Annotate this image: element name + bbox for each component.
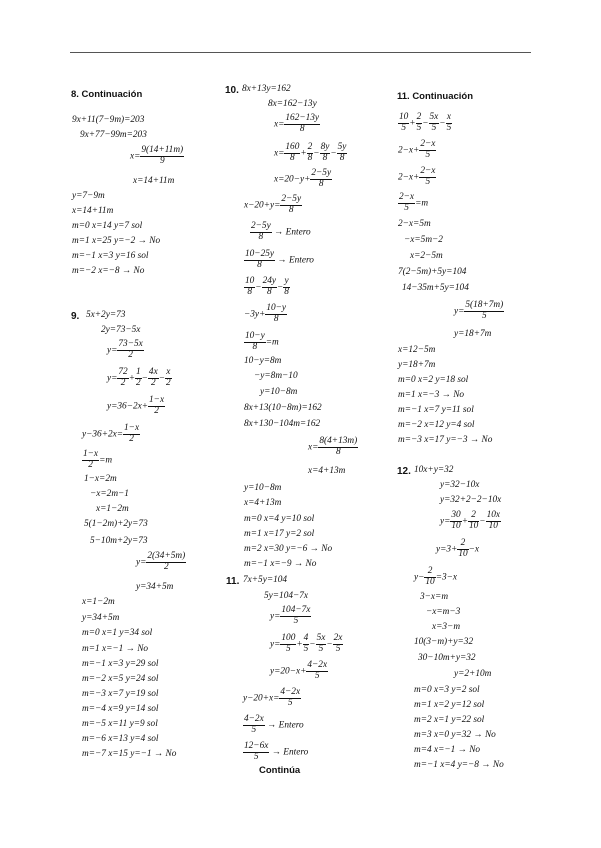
equation: x=14+11m — [133, 176, 175, 186]
equation: 5y=104−7x — [264, 591, 309, 601]
fraction-equation: $\frac{10}{5}$ + $\frac{2}{5}$ − $\frac{5x}{5}$ − $\frac{x}{5}$ — [399, 112, 452, 133]
equation: −x=2m−1 — [90, 489, 129, 499]
solution-row: m=0 x=4 y=10 sol — [244, 514, 315, 524]
equation: x=14+11m — [72, 206, 114, 216]
fraction-equation: 2−x+ $\frac{2-x}{5}$ — [398, 139, 436, 160]
fraction-equation: x−20+y= $\frac{2-5y}{8}$ — [244, 194, 302, 215]
solution-row: m=−2 x=5 y=24 sol — [82, 674, 159, 684]
fraction-equation: $\frac{4-2x}{5}$ → Entero — [244, 714, 304, 735]
solution-row: m=0 x=2 y=18 sol — [398, 375, 469, 385]
problem-number-10: 10. — [225, 85, 239, 96]
equation: y=32+2−2−10x — [440, 495, 502, 505]
equation: y=2+10m — [454, 669, 492, 679]
solution-row: m=1 x=−3 → No — [398, 390, 465, 400]
fraction-equation: $\frac{2-x}{5}$ =m — [399, 192, 429, 213]
equation: x=4+13m — [308, 466, 346, 476]
equation: 5x+2y=73 — [86, 310, 126, 320]
equation: y=18+7m — [398, 360, 436, 370]
solution-row: m=−1 x=−9 → No — [244, 559, 317, 569]
solution-row: m=−7 x=15 y=−1 → No — [82, 749, 177, 759]
solution-row: m=−2 x=12 y=4 sol — [398, 420, 475, 430]
fraction-equation: y= $\frac{73-5x}{2}$ — [107, 339, 143, 360]
equation: y=18+7m — [454, 329, 492, 339]
problem-number-12: 12. — [397, 466, 411, 477]
equation: 7x+5y=104 — [243, 575, 288, 585]
solution-row: m=−4 x=9 y=14 sol — [82, 704, 159, 714]
equation: y=34+5m — [82, 613, 120, 623]
fraction-equation: y=20−x+ $\frac{4-2x}{5}$ — [270, 660, 328, 681]
fraction-equation: x= $\frac{8(4+13m)}{8}$ — [308, 436, 358, 457]
equation: x=4+13m — [244, 498, 282, 508]
equation: 8x+13(10−8m)=162 — [244, 403, 322, 413]
fraction-equation: y=36−2x+ $\frac{1-x}{2}$ — [107, 395, 165, 416]
equation: 9x+77−99m=203 — [80, 130, 147, 140]
solution-row: m=−3 x=17 y=−3 → No — [398, 435, 493, 445]
equation: 7(2−5m)+5y=104 — [398, 267, 467, 277]
equation: 14−35m+5y=104 — [402, 283, 469, 293]
heading-8-continuacion: 8. Continuación — [71, 89, 143, 100]
equation: y=10−8m — [244, 483, 282, 493]
solution-row: m=4 x=−1 → No — [414, 745, 481, 755]
fraction-equation: $\frac{1-x}{2}$ =m — [83, 449, 113, 470]
equation: 5(1−2m)+2y=73 — [84, 519, 148, 529]
equation: x=1−2m — [96, 504, 129, 514]
solution-row: m=1 x=2 y=12 sol — [414, 700, 485, 710]
fraction-equation: y= $\frac{2(34+5m)}{2}$ — [136, 551, 186, 572]
equation: 8x+130−104m=162 — [244, 419, 321, 429]
equation: y=32−10x — [440, 480, 480, 490]
solution-row: m=−5 x=11 y=9 sol — [82, 719, 158, 729]
fraction-equation: −3y+ $\frac{10-y}{8}$ — [244, 303, 287, 324]
heading-11-continuacion: 11. Continuación — [397, 91, 474, 102]
equation: 5−10m+2y=73 — [90, 536, 148, 546]
solution-row: m=−1 x=4 y=−8 → No — [414, 760, 504, 770]
fraction-equation: $\frac{10}{8}$ − $\frac{24y}{8}$ − $\frac{y}{8}$ — [245, 276, 289, 297]
equation: y=34+5m — [136, 582, 174, 592]
equation: 2y=73−5x — [101, 325, 141, 335]
solution-row: m=−1 x=7 y=11 sol — [398, 405, 474, 415]
fraction-equation: x= $\frac{160}{8}$ + $\frac{2}{8}$ − $\frac{8y}{8}$ − $\frac{5y}{8}$ — [274, 142, 347, 163]
fraction-equation: x= $\frac{162-13y}{8}$ — [274, 113, 320, 134]
solution-row: m=−1 x=3 y=29 sol — [82, 659, 159, 669]
equation: −x=m−3 — [426, 607, 461, 617]
problem-number-11: 11. — [226, 576, 240, 587]
fraction-equation: x=20−y+ $\frac{2-5y}{8}$ — [274, 168, 332, 189]
fraction-equation: 2−x+ $\frac{2-x}{5}$ — [398, 166, 436, 187]
solution-row: m=2 x=1 y=22 sol — [414, 715, 485, 725]
solution-row: m=1 x=−1 → No — [82, 644, 149, 654]
solution-row: m=−2 x=−8 → No — [72, 266, 145, 276]
fraction-equation: y= $\frac{100}{5}$ + $\frac{4}{5}$ − $\frac{5x}{5}$ − $\frac{2x}{5}$ — [270, 633, 343, 654]
fraction-equation: y= $\frac{104-7x}{5}$ — [270, 605, 311, 626]
solution-row: m=−6 x=13 y=4 sol — [82, 734, 159, 744]
solution-row: m=−3 x=7 y=19 sol — [82, 689, 159, 699]
fraction-equation: y−20+x= $\frac{4-2x}{5}$ — [243, 687, 301, 708]
equation: x=1−2m — [82, 597, 115, 607]
equation: 2−x=5m — [398, 219, 431, 229]
fraction-equation: $\frac{2-5y}{8}$ → Entero — [251, 221, 311, 242]
top-rule — [70, 52, 531, 53]
equation: 10−y=8m — [244, 356, 282, 366]
equation: 10x+y=32 — [414, 465, 454, 475]
problem-number-9: 9. — [71, 311, 80, 322]
solution-row: m=−1 x=3 y=16 sol — [72, 251, 149, 261]
equation: −x=5m−2 — [404, 235, 443, 245]
solution-row: m=0 x=3 y=2 sol — [414, 685, 480, 695]
fraction-equation: $\frac{10-25y}{8}$ → Entero — [245, 249, 314, 270]
fraction-equation: $\frac{10-y}{8}$ =m — [245, 331, 279, 352]
equation: 1−x=2m — [84, 474, 117, 484]
equation: x=2−5m — [410, 251, 443, 261]
fraction-equation: y= $\frac{30}{10}$ + $\frac{2}{10}$ − $\frac{10x}{10}$ — [440, 510, 500, 531]
fraction-equation: $\frac{12-6x}{5}$ → Entero — [244, 741, 309, 762]
solution-row: m=0 x=1 y=34 sol — [82, 628, 153, 638]
fraction-equation: y= $\frac{5(18+7m)}{5}$ — [454, 300, 504, 321]
fraction-equation: y=3+ $\frac{2}{10}$ −x — [436, 538, 480, 559]
fraction-equation: y−36+2x= $\frac{1-x}{2}$ — [82, 423, 140, 444]
equation: 3−x=m — [420, 592, 449, 602]
equation: 10(3−m)+y=32 — [414, 637, 474, 647]
fraction-equation: y− $\frac{2}{10}$ =3−x — [414, 566, 458, 587]
equation: 8x=162−13y — [268, 99, 317, 109]
equation: −y=8m−10 — [254, 371, 298, 381]
fraction-equation: x= $\frac{9(14+11m)}{9}$ — [130, 145, 184, 166]
equation: 9x+11(7−9m)=203 — [72, 115, 145, 125]
solution-row: m=1 x=17 y=2 sol — [244, 529, 315, 539]
equation: 30−10m+y=32 — [418, 653, 476, 663]
continua-footer: Continúa — [259, 765, 301, 776]
solution-row: m=0 x=14 y=7 sol — [72, 221, 143, 231]
solution-row: m=2 x=30 y=−6 → No — [244, 544, 333, 554]
solution-row: m=1 x=25 y=−2 → No — [72, 236, 161, 246]
fraction-equation: y= $\frac{72}{2}$ + $\frac{1}{2}$ − $\frac{4x}{2}$ − $\frac{x}{2}$ — [107, 367, 171, 388]
equation: y=7−9m — [72, 191, 105, 201]
equation: y=10−8m — [260, 387, 298, 397]
equation: 8x+13y=162 — [242, 84, 291, 94]
solution-row: m=3 x=0 y=32 → No — [414, 730, 496, 740]
equation: x=12−5m — [398, 345, 436, 355]
equation: x=3−m — [432, 622, 461, 632]
